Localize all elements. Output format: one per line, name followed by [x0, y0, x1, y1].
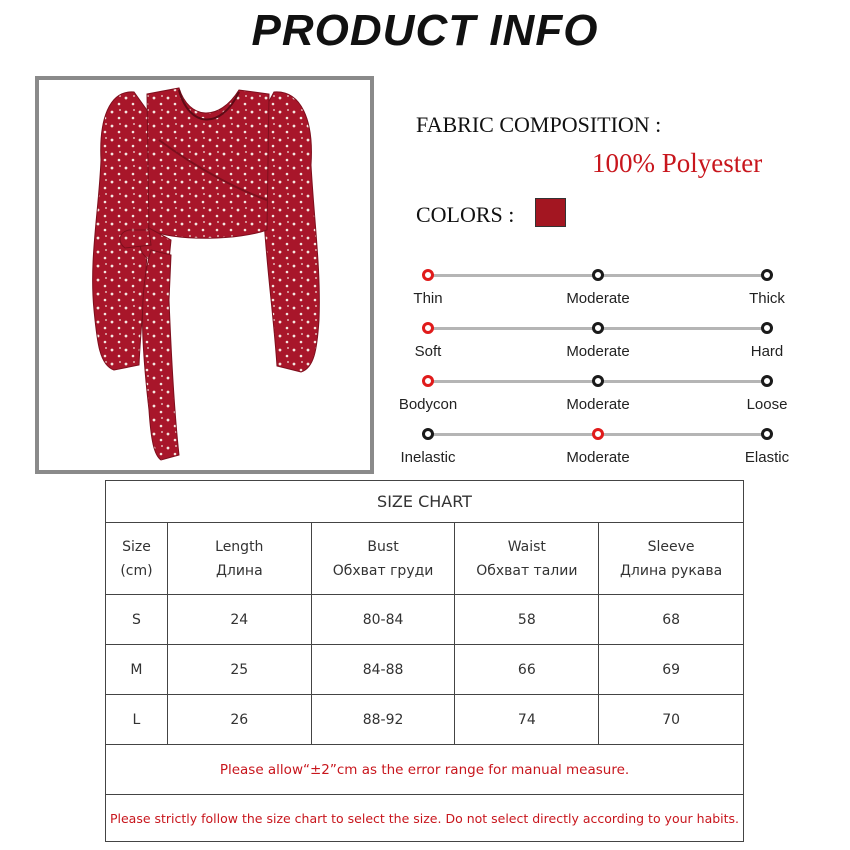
scale-dot-soft — [422, 322, 434, 334]
scale-label-thick: Thick — [749, 290, 785, 307]
scale-label-hard: Hard — [750, 343, 784, 360]
fabric-composition-label: FABRIC COMPOSITION : — [416, 112, 662, 137]
header-sleeve: Sleeve Длина рукава — [599, 523, 744, 595]
scale-dot-loose — [761, 375, 773, 387]
scale-label-moderate: Moderate — [566, 290, 630, 307]
cell-sleeve: 70 — [599, 695, 744, 745]
cell-waist: 66 — [455, 645, 599, 695]
fit-scale — [395, 368, 800, 418]
blouse-illustration — [39, 80, 370, 470]
size-chart-table — [105, 480, 744, 842]
scale-label-soft: Soft — [414, 343, 442, 360]
cell-waist: 58 — [455, 595, 599, 645]
cell-size: L — [106, 695, 168, 745]
header-waist: Waist Обхват талии — [455, 523, 599, 595]
color-swatch-red — [535, 198, 566, 227]
header-length: Length Длина — [167, 523, 311, 595]
table-row — [106, 695, 744, 745]
scale-dot-thick — [761, 269, 773, 281]
header-size: Size (cm) — [106, 523, 168, 595]
header-bust: Bust Обхват груди — [311, 523, 455, 595]
scale-dot-moderate — [592, 322, 604, 334]
cell-length: 26 — [167, 695, 311, 745]
cell-bust: 80-84 — [311, 595, 455, 645]
cell-bust: 84-88 — [311, 645, 455, 695]
softness-scale — [395, 315, 800, 365]
table-row — [106, 645, 744, 695]
product-photo — [35, 76, 374, 474]
scale-label-thin: Thin — [413, 290, 443, 307]
scale-dot-inelastic — [422, 428, 434, 440]
scale-label-moderate: Moderate — [566, 396, 630, 413]
cell-waist: 74 — [455, 695, 599, 745]
table-row — [106, 595, 744, 645]
cell-length: 25 — [167, 645, 311, 695]
scale-label-bodycon: Bodycon — [398, 396, 458, 413]
size-selection-note: Please strictly follow the size chart to select the size. Do not select directly according to your habits. — [106, 795, 744, 842]
cell-sleeve: 69 — [599, 645, 744, 695]
elasticity-scale — [395, 421, 800, 471]
scale-dot-moderate — [592, 269, 604, 281]
colors-label: COLORS : — [416, 202, 515, 227]
thickness-scale — [395, 262, 800, 312]
cell-sleeve: 68 — [599, 595, 744, 645]
scale-dot-hard — [761, 322, 773, 334]
scale-dot-thin — [422, 269, 434, 281]
scale-label-inelastic: Inelastic — [400, 449, 456, 466]
measure-error-note: Please allow“±2”cm as the error range for manual measure. — [106, 745, 744, 795]
cell-length: 24 — [167, 595, 311, 645]
scale-label-elastic: Elastic — [744, 449, 790, 466]
scale-dot-moderate — [592, 428, 604, 440]
cell-size: S — [106, 595, 168, 645]
scale-dot-elastic — [761, 428, 773, 440]
fabric-composition-value: 100% Polyester — [592, 148, 763, 178]
page-title: PRODUCT INFO — [251, 6, 599, 55]
scale-dot-bodycon — [422, 375, 434, 387]
size-chart-title: SIZE CHART — [106, 481, 744, 523]
scale-label-moderate: Moderate — [566, 343, 630, 360]
scale-label-loose: Loose — [746, 396, 788, 413]
cell-size: M — [106, 645, 168, 695]
scale-label-moderate: Moderate — [566, 449, 630, 466]
scale-dot-moderate — [592, 375, 604, 387]
cell-bust: 88-92 — [311, 695, 455, 745]
